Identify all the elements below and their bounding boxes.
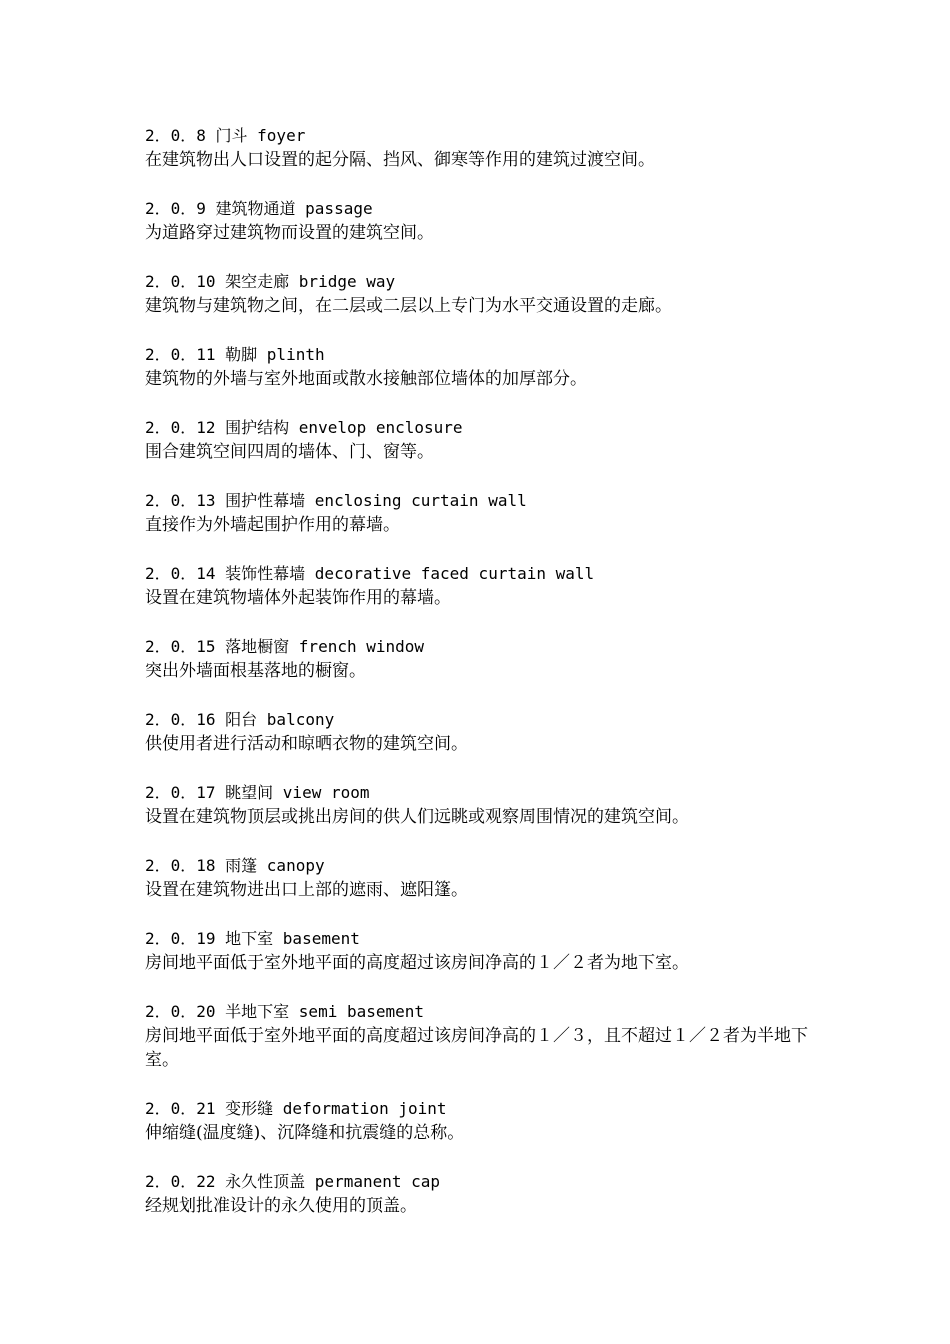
term-heading: 2．0．22 永久性顶盖 permanent cap <box>145 1172 441 1191</box>
term-heading: 2．0．11 勒脚 plinth <box>145 345 325 364</box>
term-definition: 建筑物的外墙与室外地面或散水接触部位墙体的加厚部分。 <box>145 369 587 389</box>
term-entry <box>145 489 825 537</box>
term-definition: 在建筑物出人口设置的起分隔、挡风、御寒等作用的建筑过渡空间。 <box>145 150 655 170</box>
term-entry <box>145 562 825 610</box>
term-entry <box>145 343 825 391</box>
term-entry <box>145 781 825 829</box>
term-heading: 2．0．19 地下室 basement <box>145 929 360 948</box>
term-definition: 伸缩缝(温度缝)、沉降缝和抗震缝的总称。 <box>145 1123 465 1143</box>
term-heading: 2．0．9 建筑物通道 passage <box>145 199 373 218</box>
term-entry <box>145 927 825 975</box>
term-heading: 2．0．10 架空走廊 bridge way <box>145 272 396 291</box>
term-definition: 建筑物与建筑物之间，在二层或二层以上专门为水平交通设置的走廊。 <box>145 296 672 316</box>
term-entry <box>145 1097 825 1145</box>
term-heading: 2．0．14 装饰性幕墙 decorative faced curtain wall <box>145 564 595 583</box>
term-entry <box>145 270 825 318</box>
term-heading: 2．0．13 围护性幕墙 enclosing curtain wall <box>145 491 527 510</box>
term-heading: 2．0．18 雨篷 canopy <box>145 856 325 875</box>
term-entry <box>145 708 825 756</box>
term-definition: 为道路穿过建筑物而设置的建筑空间。 <box>145 223 434 243</box>
term-heading: 2．0．17 眺望间 view room <box>145 783 370 802</box>
term-definition: 突出外墙面根基落地的橱窗。 <box>145 661 366 681</box>
document-body <box>145 124 825 1243</box>
term-heading: 2．0．16 阳台 balcony <box>145 710 335 729</box>
term-definition: 设置在建筑物进出口上部的遮雨、遮阳篷。 <box>145 880 468 900</box>
term-definition: 围合建筑空间四周的墙体、门、窗等。 <box>145 442 434 462</box>
term-definition: 直接作为外墙起围护作用的幕墙。 <box>145 515 400 535</box>
term-entry <box>145 635 825 683</box>
term-definition: 设置在建筑物墙体外起装饰作用的幕墙。 <box>145 588 451 608</box>
term-entry <box>145 1000 825 1072</box>
term-entry <box>145 197 825 245</box>
term-definition: 房间地平面低于室外地平面的高度超过该房间净高的１／２者为地下室。 <box>145 953 689 973</box>
term-definition: 房间地平面低于室外地平面的高度超过该房间净高的１／３，且不超过１／２者为半地下室。 <box>145 1026 808 1070</box>
term-entry <box>145 1170 825 1218</box>
term-heading: 2．0．21 变形缝 deformation joint <box>145 1099 447 1118</box>
term-entry <box>145 416 825 464</box>
term-entry <box>145 854 825 902</box>
term-heading: 2．0．12 围护结构 envelop enclosure <box>145 418 463 437</box>
term-heading: 2．0．8 门斗 foyer <box>145 126 306 145</box>
term-heading: 2．0．15 落地橱窗 french window <box>145 637 425 656</box>
term-heading: 2．0．20 半地下室 semi basement <box>145 1002 425 1021</box>
term-definition: 经规划批准设计的永久使用的顶盖。 <box>145 1196 417 1216</box>
term-entry <box>145 124 825 172</box>
term-definition: 设置在建筑物顶层或挑出房间的供人们远眺或观察周围情况的建筑空间。 <box>145 807 689 827</box>
term-definition: 供使用者进行活动和晾晒衣物的建筑空间。 <box>145 734 468 754</box>
